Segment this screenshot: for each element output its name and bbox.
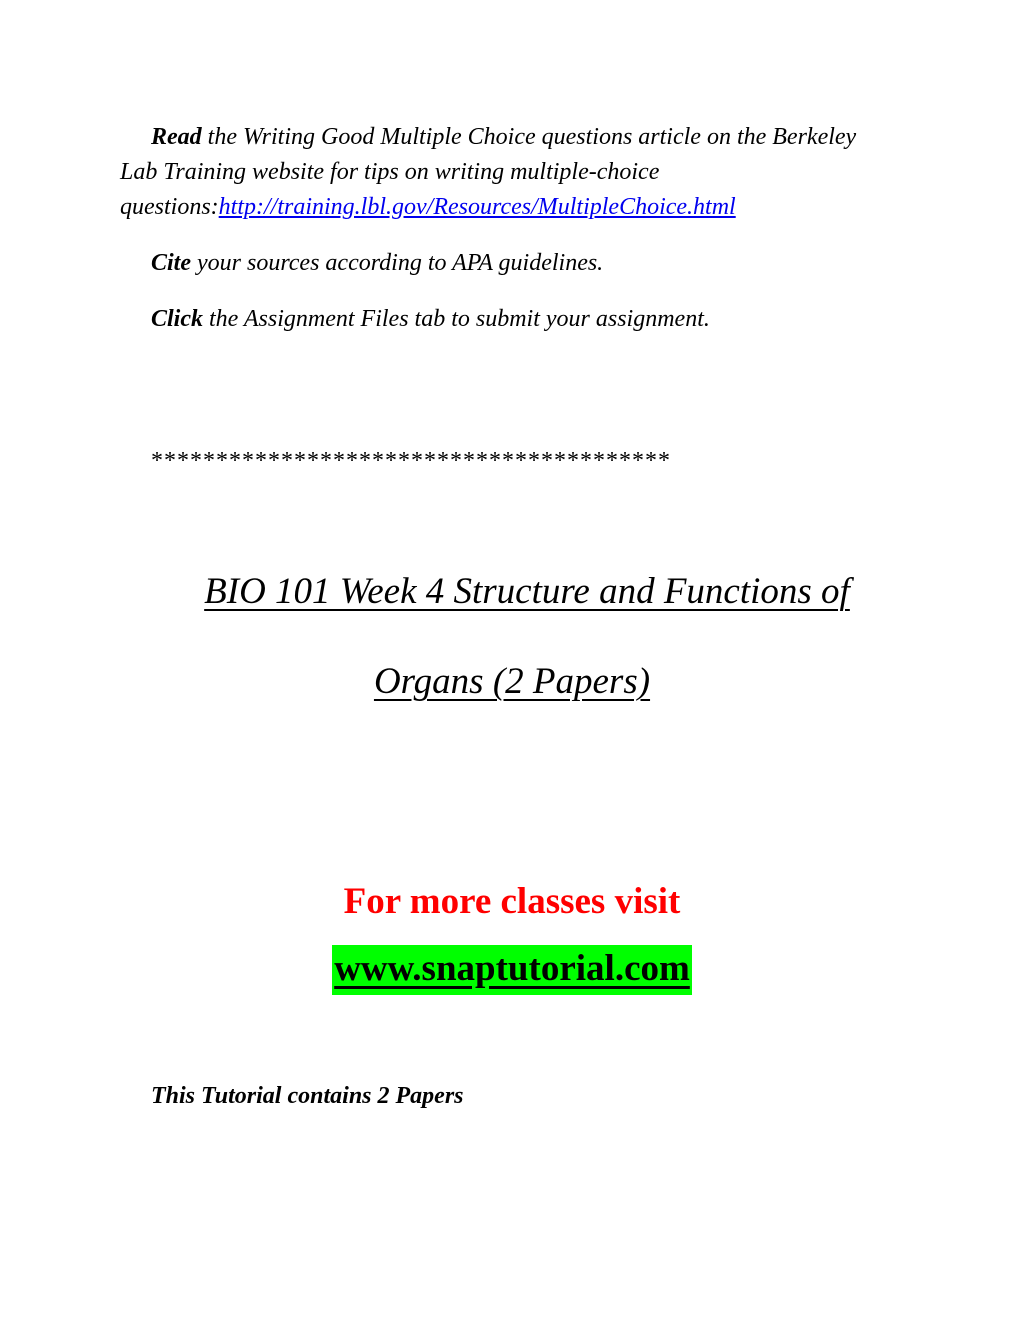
cite-text: your sources according to APA guidelines. [191, 250, 604, 276]
asterisk-separator: **************************************** [151, 448, 671, 474]
promo-site-wrapper [0, 945, 1024, 995]
document-title-line-2: Organs (2 Papers) [373, 661, 651, 702]
snaptutorial-site-link[interactable]: www.snaptutorial.com [332, 945, 692, 995]
read-lead: Read [151, 124, 202, 150]
document-title-line-1: BIO 101 Week 4 Structure and Functions of [204, 571, 850, 612]
cite-lead: Cite [151, 250, 191, 276]
click-text: the Assignment Files tab to submit your assignment. [203, 306, 710, 332]
click-lead: Click [151, 306, 203, 332]
click-instruction [151, 302, 911, 337]
multiple-choice-article-link[interactable]: http://training.lbl.gov/Resources/MultipleChoice.html [218, 194, 736, 220]
read-instruction [120, 120, 880, 225]
read-text: the Writing Good Multiple Choice questions article on the Berkeley Lab Training website for tips on writing multiple-choice questions: [120, 124, 857, 220]
tutorial-contents-note: This Tutorial contains 2 Papers [151, 1083, 464, 1109]
promo-heading: For more classes visit [343, 881, 681, 922]
cite-instruction [151, 246, 911, 281]
